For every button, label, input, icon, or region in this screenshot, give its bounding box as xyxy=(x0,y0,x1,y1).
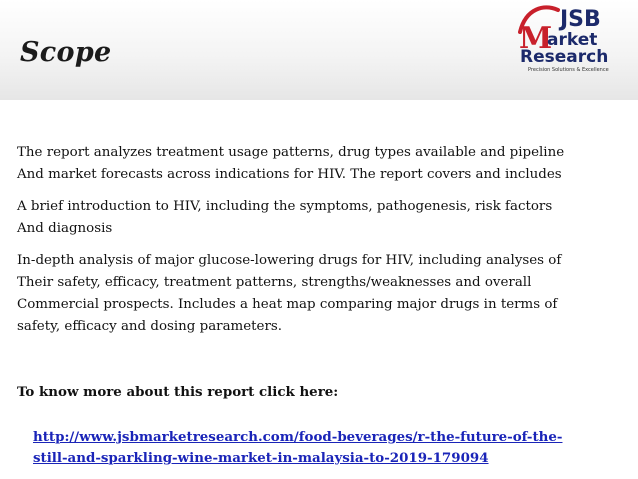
logo-tagline: Precision Solutions & Excellence xyxy=(528,67,609,73)
cta-text: To know more about this report click here: xyxy=(17,384,339,400)
paragraph-hiv-intro: A brief introduction to HIV, including the symptoms, pathogenesis, risk factors And diagnosis xyxy=(17,199,553,236)
paragraph-drug-analysis: In-depth analysis of major glucose-lowering drugs for HIV, including analyses of Their safety, efficacy, treatment patterns, strengths/weaknesses and overall Commercial prospects. Includes a heat map comparing major drugs in terms of safety, efficacy and dosing parameters. xyxy=(17,253,562,334)
jsb-logo xyxy=(514,2,638,74)
body-text xyxy=(17,142,629,348)
logo-line2: arket xyxy=(547,30,598,50)
logo-line3: Research xyxy=(520,47,609,67)
slide-title: Scope xyxy=(20,37,112,68)
logo-m-glyph: M xyxy=(519,21,553,56)
paragraph-intro: The report analyzes treatment usage patterns, drug types available and pipeline And market forecasts across indications for HIV. The report covers and includes xyxy=(17,145,565,182)
logo-line1: JSB xyxy=(560,7,601,32)
report-link[interactable]: http://www.jsbmarketresearch.com/food-beverages/r-the-future-of-the- still-and-sparkling-wine-market-in-malaysia-to-2019-179094 xyxy=(33,429,563,466)
